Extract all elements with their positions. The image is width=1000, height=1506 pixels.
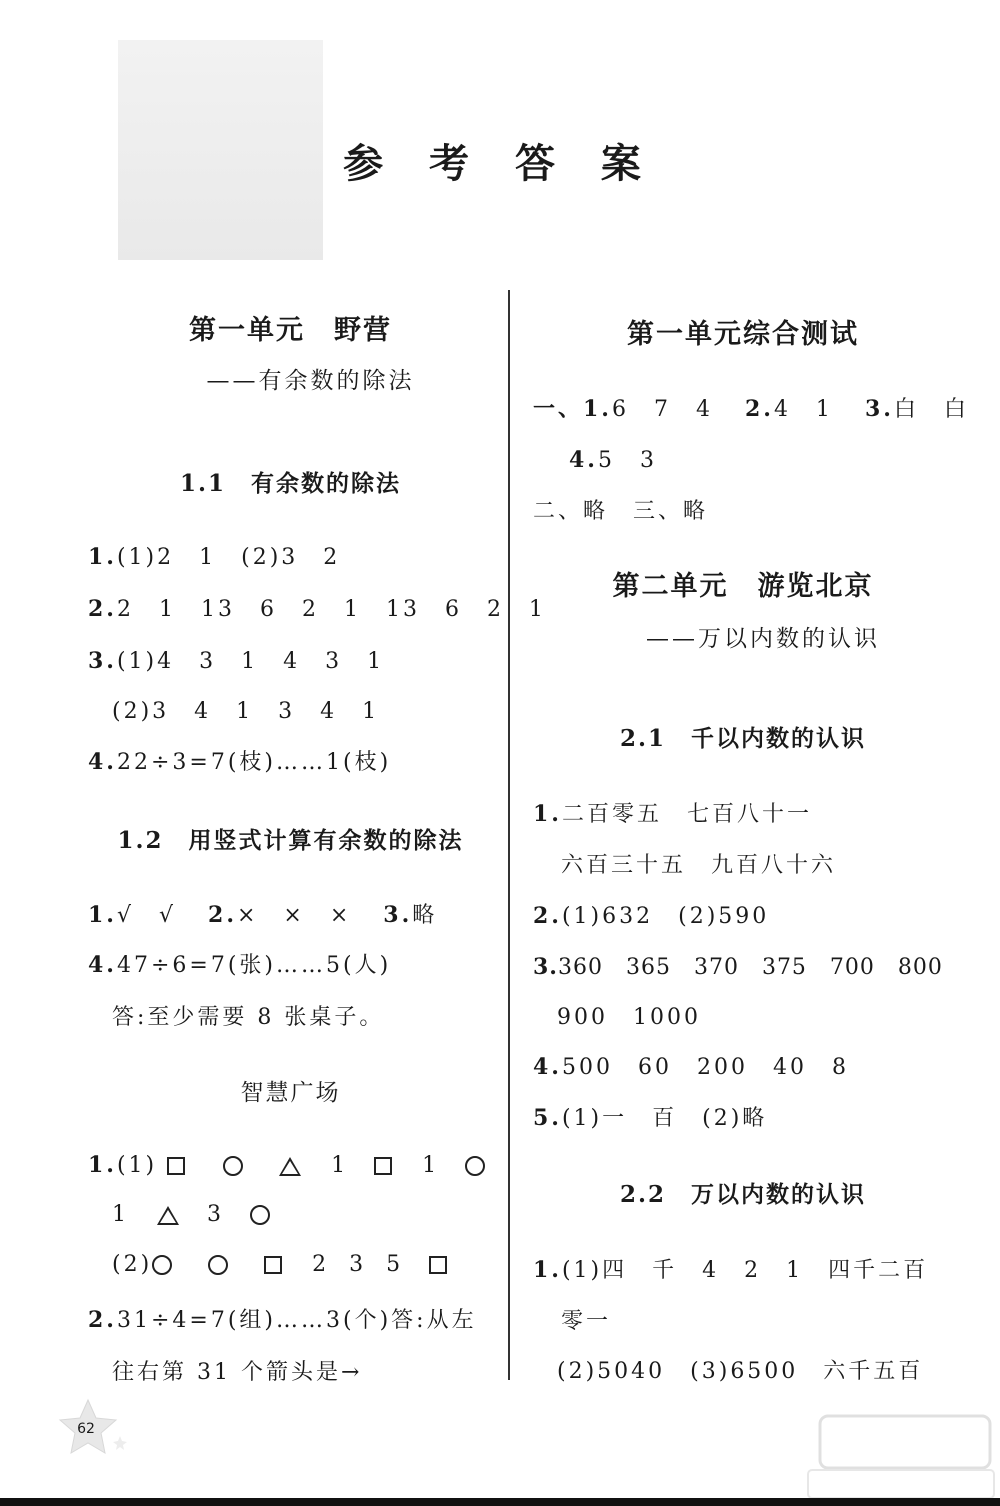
- answer-line: 4.500 60 200 40 8: [533, 1054, 849, 1080]
- circle-shape-icon: [465, 1156, 485, 1176]
- section-1-1-title: 1.1 有余数的除法: [179, 470, 401, 497]
- circle-shape-icon: [152, 1255, 172, 1275]
- answer-line: 2.2 1 13 6 2 1 13 6 2 1: [88, 596, 546, 622]
- circle-shape-icon: [250, 1205, 270, 1225]
- answer-line: 答:至少需要 8 张桌子。: [112, 1005, 385, 1030]
- unit-1-title: 第一单元 野营: [189, 315, 392, 346]
- square-shape-icon: [429, 1256, 447, 1274]
- unit-2-title: 第二单元 游览北京: [612, 571, 874, 602]
- answer-line: 4.22÷3=7(枝)……1(枝): [88, 749, 392, 775]
- answer-line: 二、略 三、略: [533, 499, 709, 524]
- unit-1-subtitle: ——有余数的除法: [206, 368, 415, 394]
- square-shape-icon: [374, 1157, 392, 1175]
- circle-shape-icon: [208, 1255, 228, 1275]
- unit-2-subtitle: ——万以内数的认识: [646, 626, 880, 652]
- answer-line: 3.360 365 370 375 700 800: [533, 954, 943, 980]
- answer-line-shapes-2: 1 3: [112, 1202, 270, 1227]
- answer-line: 4.47÷6=7(张)……5(人): [88, 952, 392, 978]
- answer-line: (2)5040 (3)6500 六千五百: [557, 1359, 924, 1384]
- answer-line: 一、1.6 7 4 2.4 1 3.白 白: [533, 396, 969, 422]
- answer-line-shapes-1: 1.(1) 1 1: [88, 1152, 485, 1178]
- bottom-edge: [0, 1498, 1000, 1506]
- unit-1-test-title: 第一单元综合测试: [627, 319, 859, 350]
- answer-line: 1.(1)2 1 (2)3 2: [88, 544, 341, 570]
- answer-line: 2.31÷4=7(组)……3(个)答:从左: [88, 1307, 477, 1333]
- answer-line: 1.√ √ 2.× × × 3.略: [88, 902, 438, 928]
- answer-line: 4.5 3: [569, 447, 657, 473]
- triangle-shape-icon: [279, 1157, 301, 1176]
- triangle-shape-icon: [157, 1206, 179, 1225]
- answer-line: 5.(1)一 百 (2)略: [533, 1105, 768, 1131]
- page-number: 62: [77, 1421, 95, 1437]
- wisdom-square-title: 智慧广场: [240, 1080, 341, 1106]
- section-2-1-title: 2.1 千以内数的认识: [619, 725, 866, 752]
- square-shape-icon: [167, 1157, 185, 1175]
- right-column: [533, 0, 969, 1500]
- answer-line: (2)3 4 1 3 4 1: [112, 699, 380, 724]
- answer-line: 往右第 31 个箭头是→: [112, 1360, 363, 1385]
- section-1-2-title: 1.2 用竖式计算有余数的除法: [117, 827, 464, 854]
- answer-line: 900 1000: [557, 1005, 701, 1030]
- answer-line: 2.(1)632 (2)590: [533, 903, 770, 929]
- column-divider: [508, 290, 510, 1380]
- answer-line: 1.(1)四 千 4 2 1 四千二百: [533, 1257, 929, 1283]
- watermark-logo: [800, 1410, 995, 1502]
- page-title: 参 考 答 案: [343, 140, 657, 187]
- answer-line: 六百三十五 九百八十六: [561, 853, 837, 878]
- answer-line: 1.二百零五 七百八十一: [533, 801, 812, 827]
- section-2-2-title: 2.2 万以内数的认识: [619, 1181, 866, 1208]
- answer-line: 零一: [561, 1309, 612, 1334]
- square-shape-icon: [264, 1256, 282, 1274]
- answer-line-shapes-3: (2) 2 3 5: [112, 1252, 447, 1277]
- answer-line: 3.(1)4 3 1 4 3 1: [88, 648, 385, 674]
- circle-shape-icon: [223, 1156, 243, 1176]
